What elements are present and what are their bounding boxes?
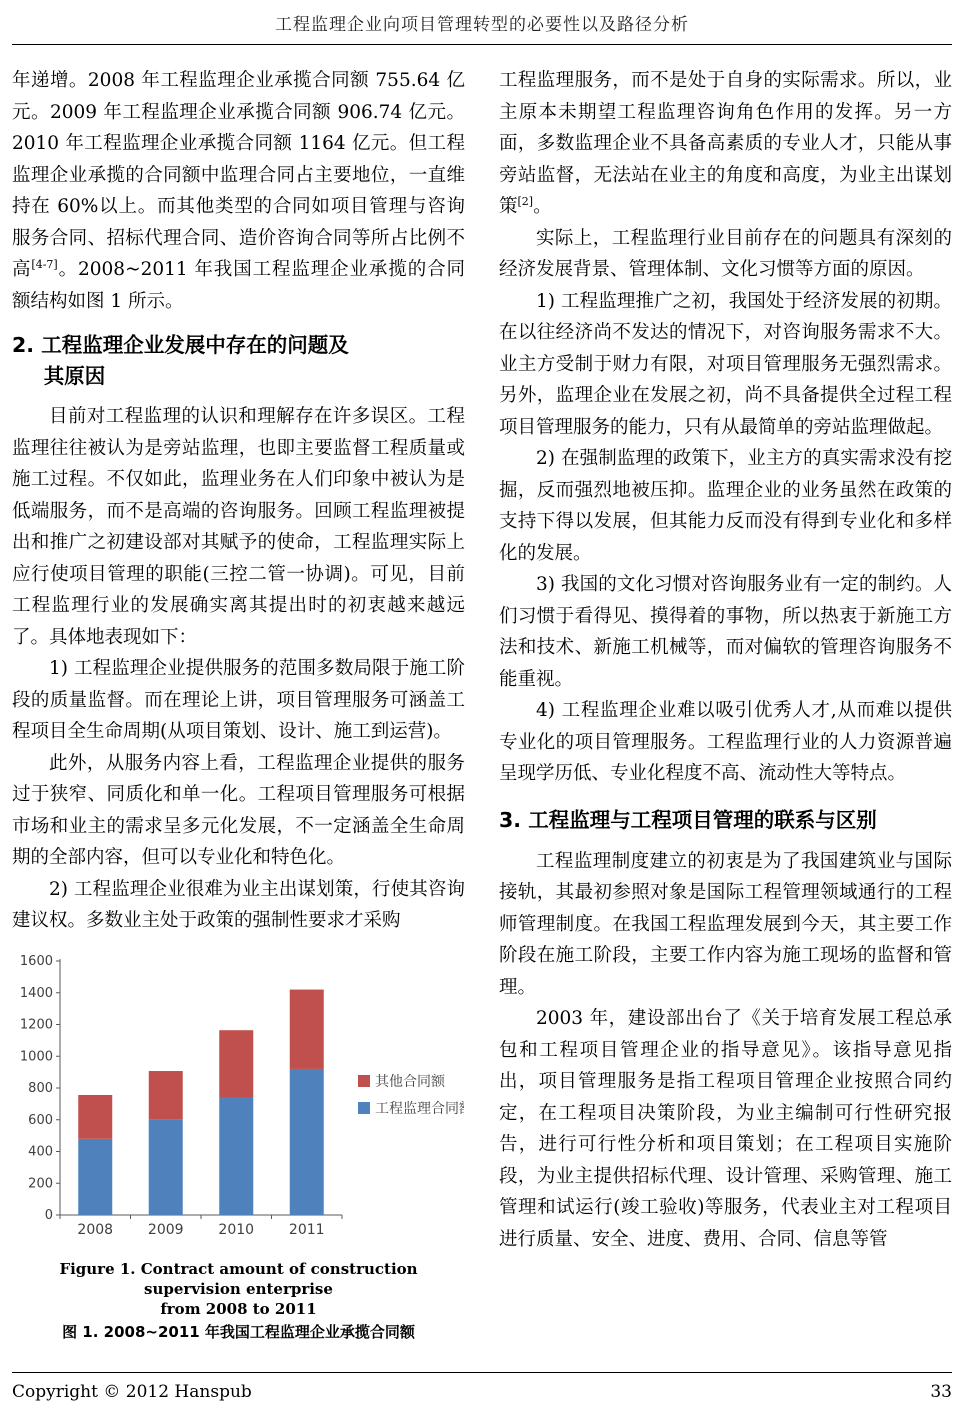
x-tick-label: 2008 (77, 1221, 114, 1238)
y-tick-label: 400 (28, 1144, 53, 1159)
y-tick-label: 1000 (19, 1048, 53, 1064)
legend-swatch (358, 1075, 370, 1087)
legend-label: 工程监理合同额 (375, 1100, 464, 1117)
x-tick-label: 2010 (218, 1221, 255, 1238)
section-heading-3: 3. 工程监理与工程项目管理的联系与区别 (499, 807, 877, 832)
paragraph (499, 65, 952, 223)
x-tick-label: 2009 (147, 1221, 184, 1238)
paragraph: 1) 工程监理企业提供服务的范围多数局限于施工阶段的质量监督。而在理论上讲，项目管理服务可涵盖工程项目全生命周期(从项目策划、设计、施工到运营)。 (12, 658, 465, 742)
paragraph: 实际上，工程监理行业目前存在的问题具有深刻的经济发展背景、管理体制、文化习惯等方面的原因。 (499, 227, 952, 280)
paragraph: 2003 年，建设部出台了《关于培育发展工程总承包和工程项目管理企业的指导意见》。该指导意见指出，项目管理服务是指工程项目管理企业按照合同约定，在工程项目决策阶段，为业主编制可行性研究报告，进行可行性分析和项目策划；在工程项目实施阶段，为业主提供招标代理、设计管理、采购管理、施工管理和试运行(竣工验收)等服务，代表业主对工程项目进行质量、安全、进度、费用、合同、信息等管 (499, 1008, 952, 1250)
two-column-body (12, 65, 952, 1343)
figure1-stacked-bar-chart (12, 949, 464, 1249)
y-tick-label: 200 (28, 1175, 53, 1191)
citation-ref: [4-7] (31, 257, 58, 271)
bar-segment (149, 1071, 183, 1120)
paragraph: 此外，从服务内容上看，工程监理企业提供的服务过于狭窄、同质化和单一化。工程项目管理服务可根据市场和业主的需求呈多元化发展，不一定涵盖全生命周期的全部内容，但可以专业化和特色化。 (12, 752, 465, 868)
page-number: 33 (930, 1382, 952, 1402)
figure1-chart-area (12, 949, 464, 1249)
paragraph-text: 年递增。2008 年工程监理企业承揽合同额 755.64 亿元。2009 年工程监理企业承揽合同额 906.74 亿元。2010 年工程监理企业承揽合同额 1164 亿元。但工程监理企业承揽的合同额中监理合同占主要地位，一直维持在 60%以上。而其他类型的合同如项目管理与咨询服务合同、招标代理合同、造价咨询合同等所占比例不高 (12, 70, 465, 280)
y-tick-label: 1600 (19, 953, 53, 969)
y-tick-label: 0 (44, 1207, 53, 1223)
paragraph-text: 工程监理服务，而不是处于自身的实际需求。所以，业主原本未期望工程监理咨询角色作用的发挥。另一方面，多数监理企业不具备高素质的专业人才，只能从事旁站监督，无法站在业主的角度和高度，为业主出谋划策 (499, 70, 952, 217)
x-tick-label: 2011 (288, 1221, 325, 1238)
heading-line: 2. 工程监理企业发展中存在的问题及 (12, 333, 349, 357)
figure-caption-en-line1: Figure 1. Contract amount of construction supervision enterprise (59, 1259, 418, 1298)
legend-swatch (358, 1102, 370, 1114)
bar-segment (219, 1097, 253, 1214)
paragraph: 1) 工程监理推广之初，我国处于经济发展的初期。在以往经济尚不发达的情况下，对咨询服务需求不大。业主方受制于财力有限，对项目管理服务无强烈需求。另外，监理企业在发展之初，尚不具备提供全过程工程项目管理服务的能力，只有从最简单的旁站监理做起。 (499, 290, 952, 438)
running-title: 工程监理企业向项目管理转型的必要性以及路径分析 (275, 15, 689, 35)
heading-line: 其原因 (43, 364, 106, 388)
header-rule (12, 44, 952, 45)
bar-segment (290, 1068, 324, 1214)
paragraph: 2) 工程监理企业很难为业主出谋划策，行使其咨询建议权。多数业主处于政策的强制性要求才采购 (12, 878, 465, 931)
bar-segment (149, 1119, 183, 1214)
paragraph-text: 。 (533, 196, 552, 217)
figure-caption-zh: 图 1. 2008~2011 年我国工程监理企业承揽合同额 (62, 1322, 415, 1341)
section-heading-2 (12, 330, 465, 392)
paragraph: 4) 工程监理企业难以吸引优秀人才,从而难以提供专业化的项目管理服务。工程监理行业的人力资源普遍呈现学历低、专业化程度不高、流动性大等特点。 (499, 700, 952, 784)
citation-ref: [2] (517, 194, 534, 208)
paragraph: 2) 在强制监理的政策下，业主方的真实需求没有挖掘，反而强烈地被压抑。监理企业的业务虽然在政策的支持下得以发展，但其能力反而没有得到专业化和多样化的发展。 (499, 448, 952, 564)
paragraph: 3) 我国的文化习惯对咨询服务业有一定的制约。人们习惯于看得见、摸得着的事物，所以热衷于新施工方法和技术、新施工机械等，而对偏软的管理咨询服务不能重视。 (499, 574, 952, 690)
paragraph: 工程监理制度建立的初衷是为了我国建筑业与国际接轨，其最初参照对象是国际工程管理领域通行的工程师管理制度。在我国工程监理发展到今天，其主要工作阶段在施工阶段，主要工作内容为施工现场的监督和管理。 (499, 850, 952, 998)
paragraph: 目前对工程监理的认识和理解存在许多误区。工程监理往往被认为是旁站监理，也即主要监督工程质量或施工过程。不仅如此，监理业务在人们印象中被认为是低端服务，而不是高端的咨询服务。回顾工程监理被提出和推广之初建设部对其赋予的使命，工程监理实际上应行使项目管理的职能(三控二管一协调)。可见，目前工程监理行业的发展确实离其提出时的初衷越来越远了。具体地表现如下： (12, 406, 465, 648)
copyright-text: Copyright © 2012 Hanspub (12, 1382, 252, 1402)
figure-caption-en-line2: from 2008 to 2011 (160, 1299, 317, 1318)
bar-segment (219, 1030, 253, 1097)
bar-segment (78, 1138, 112, 1214)
bar-segment (78, 1094, 112, 1138)
paragraph-text: 。2008~2011 年我国工程监理企业承揽的合同额结构如图 1 所示。 (12, 259, 465, 312)
legend-label: 其他合同额 (375, 1073, 445, 1090)
y-tick-label: 800 (28, 1080, 53, 1096)
footer (12, 1372, 952, 1402)
y-tick-label: 600 (28, 1112, 53, 1128)
left-column (12, 65, 465, 1343)
y-tick-label: 1400 (19, 985, 53, 1001)
paragraph (12, 65, 465, 317)
right-column (499, 65, 952, 1343)
bar-segment (290, 989, 324, 1068)
y-tick-label: 1200 (19, 1017, 53, 1032)
figure-1 (12, 949, 465, 1343)
figure-caption-en (12, 1259, 465, 1319)
